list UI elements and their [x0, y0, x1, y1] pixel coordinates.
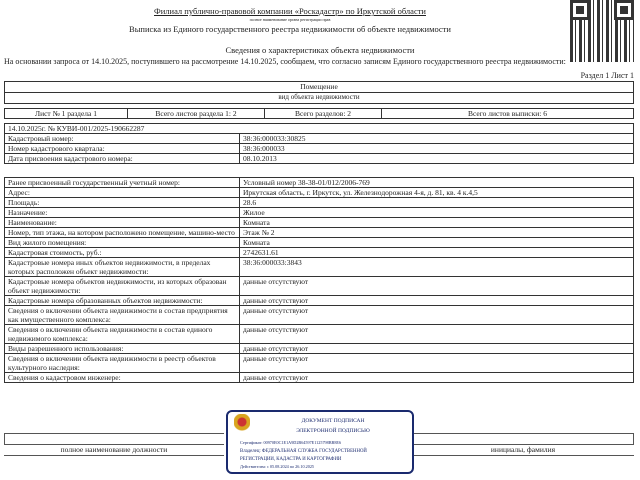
- table-row: [5, 258, 634, 277]
- position-caption: полное наименование должности: [60, 445, 168, 454]
- field-value: данные отсутствуют: [240, 354, 634, 373]
- field-value: данные отсутствуют: [240, 296, 634, 306]
- sheets-table: [4, 108, 634, 119]
- table-row: [5, 248, 634, 258]
- table-row: [5, 373, 634, 383]
- stamp-title: ДОКУМЕНТ ПОДПИСАН: [301, 418, 365, 424]
- table-row: [5, 325, 634, 344]
- object-type: Помещение: [5, 82, 634, 93]
- stamp-validity: Действителен: с 05.08.2024 по 26.10.2025: [240, 464, 315, 469]
- table-row: [5, 344, 634, 354]
- stamp-owner: Владелец: ФЕДЕРАЛЬНАЯ СЛУЖБА ГОСУДАРСТВЕННОЙ: [240, 449, 367, 454]
- field-label: Кадастровая стоимость, руб.:: [5, 248, 240, 258]
- table-row: [5, 306, 634, 325]
- table-row: [5, 178, 634, 188]
- field-label: Ранее присвоенный государственный учетный номер:: [5, 178, 240, 188]
- field-value: Комната: [240, 238, 634, 248]
- details-table: [4, 177, 634, 383]
- field-value: 38:36:000033:30825: [240, 134, 634, 144]
- total-sheets: Всего листов выписки: 6: [382, 109, 634, 119]
- stamp-title-2: ЭЛЕКТРОННОЙ ПОДПИСЬЮ: [296, 428, 370, 434]
- object-type-caption: вид объекта недвижимости: [5, 93, 634, 104]
- field-value: 38:36:000033:3843: [240, 258, 634, 277]
- field-label: Сведения о кадастровом инженере:: [5, 373, 240, 383]
- field-value: данные отсутствуют: [240, 344, 634, 354]
- emblem-icon: [234, 414, 250, 434]
- table-row: [5, 218, 634, 228]
- document-title: Выписка из Единого государственного реестра недвижимости об объекте недвижимости: [129, 24, 451, 34]
- table-row: [5, 277, 634, 296]
- field-label: Виды разрешенного использования:: [5, 344, 240, 354]
- field-value: 2742631.61: [240, 248, 634, 258]
- field-label: Сведения о включении объекта недвижимости в состав предприятия как имущественного комплекса:: [5, 306, 240, 325]
- field-label: Наименование:: [5, 218, 240, 228]
- electronic-signature-stamp: [226, 410, 414, 474]
- request-number: 14.10.2025г. № КУВИ-001/2025-190662287: [5, 124, 634, 134]
- field-label: Кадастровые номера образованных объектов недвижимости:: [5, 296, 240, 306]
- field-value: Комната: [240, 218, 634, 228]
- field-value: Этаж № 2: [240, 228, 634, 238]
- stamp-certificate: Сертификат: 00970E0C1E1A9D2B64597E1125798BB8E6: [240, 440, 342, 445]
- table-row: [5, 188, 634, 198]
- org-caption: полное наименование органа регистрации прав: [249, 17, 331, 22]
- total-sections: Всего разделов: 2: [265, 109, 382, 119]
- field-value: данные отсутствуют: [240, 373, 634, 383]
- table-row: [5, 228, 634, 238]
- field-label: Кадастровые номера объектов недвижимости, из которых образован объект недвижимости:: [5, 277, 240, 296]
- org-name: Филиал публично-правовой компании «Роскадастр» по Иркутской области: [154, 6, 426, 16]
- field-value: 38:36:000033: [240, 144, 634, 154]
- field-label: Кадастровый номер:: [5, 134, 240, 144]
- field-label: Сведения о включении объекта недвижимости в реестр объектов культурного наследия:: [5, 354, 240, 373]
- stamp-owner-2: РЕГИСТРАЦИИ, КАДАСТРА И КАРТОГРАФИИ: [240, 457, 342, 462]
- field-value: Жилое: [240, 208, 634, 218]
- field-label: Адрес:: [5, 188, 240, 198]
- field-label: Сведения о включении объекта недвижимости в состав единого недвижимого комплекса:: [5, 325, 240, 344]
- field-label: Номер кадастрового квартала:: [5, 144, 240, 154]
- field-label: Площадь:: [5, 198, 240, 208]
- field-label: Кадастровые номера иных объектов недвижимости, в пределах которых расположен объект недвижимости:: [5, 258, 240, 277]
- basic-info-table: [4, 123, 634, 164]
- table-row: [5, 208, 634, 218]
- field-label: Вид жилого помещения:: [5, 238, 240, 248]
- section-label: Раздел 1 Лист 1: [580, 71, 634, 80]
- table-row: [5, 144, 634, 154]
- object-type-table: [4, 81, 634, 104]
- field-value: данные отсутствуют: [240, 306, 634, 325]
- field-value: данные отсутствуют: [240, 277, 634, 296]
- table-row: [5, 238, 634, 248]
- sheets-in-section: Всего листов раздела 1: 2: [128, 109, 265, 119]
- table-row: [5, 198, 634, 208]
- document-subtitle: Сведения о характеристиках объекта недвижимости: [225, 45, 415, 55]
- name-caption: инициалы, фамилия: [490, 445, 556, 454]
- sheet-number: Лист № 1 раздела 1: [5, 109, 128, 119]
- intro-text: На основании запроса от 14.10.2025, поступившего на рассмотрение 14.10.2025, сообщаем, что согласно записям Единого государственного реестра недвижимости:: [4, 57, 566, 66]
- field-label: Дата присвоения кадастрового номера:: [5, 154, 240, 164]
- table-row: [5, 134, 634, 144]
- field-value: Условный номер 38-38-01/012/2006-769: [240, 178, 634, 188]
- field-label: Назначение:: [5, 208, 240, 218]
- field-value: данные отсутствуют: [240, 325, 634, 344]
- field-value: Иркутская область, г. Иркутск, ул. Железнодорожная 4-я, д. 81, кв. 4 к.4,5: [240, 188, 634, 198]
- table-row: [5, 154, 634, 164]
- field-value: 28.6: [240, 198, 634, 208]
- table-row: [5, 354, 634, 373]
- table-row: [5, 296, 634, 306]
- field-label: Номер, тип этажа, на котором расположено помещение, машино-место: [5, 228, 240, 238]
- field-value: 08.10.2013: [240, 154, 634, 164]
